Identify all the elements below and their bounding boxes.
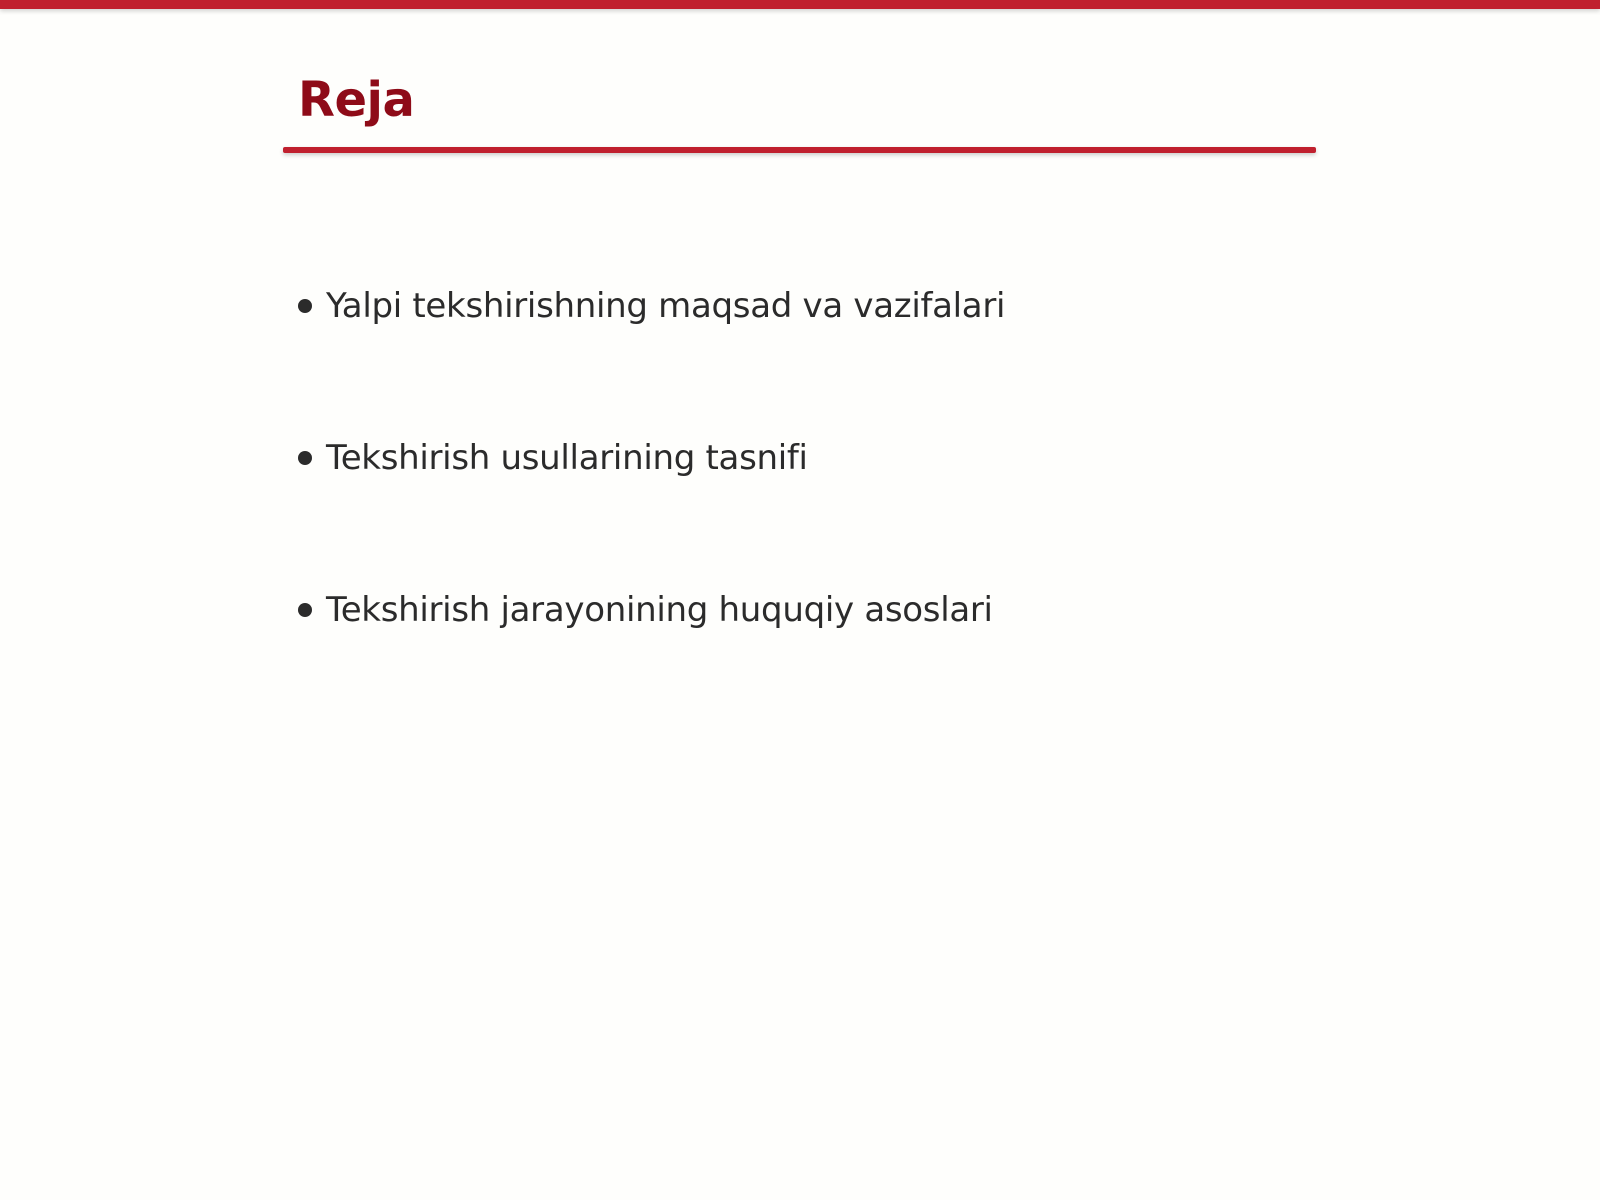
bullet-text: Tekshirish jarayonining huquqiy asoslari bbox=[326, 590, 993, 630]
list-item bbox=[298, 278, 1005, 334]
list-item bbox=[298, 430, 1005, 486]
bullet-text: Yalpi tekshirishning maqsad va vazifalari bbox=[326, 286, 1006, 326]
bullet-icon bbox=[298, 299, 312, 313]
bullet-text: Tekshirish usullarining tasnifi bbox=[326, 438, 808, 478]
bullet-icon bbox=[298, 603, 312, 617]
bullet-list bbox=[298, 278, 1005, 734]
title-underline bbox=[283, 147, 1316, 153]
top-accent-bar bbox=[0, 0, 1600, 9]
bullet-icon bbox=[298, 451, 312, 465]
slide-title: Reja bbox=[298, 72, 415, 128]
list-item bbox=[298, 582, 1005, 638]
